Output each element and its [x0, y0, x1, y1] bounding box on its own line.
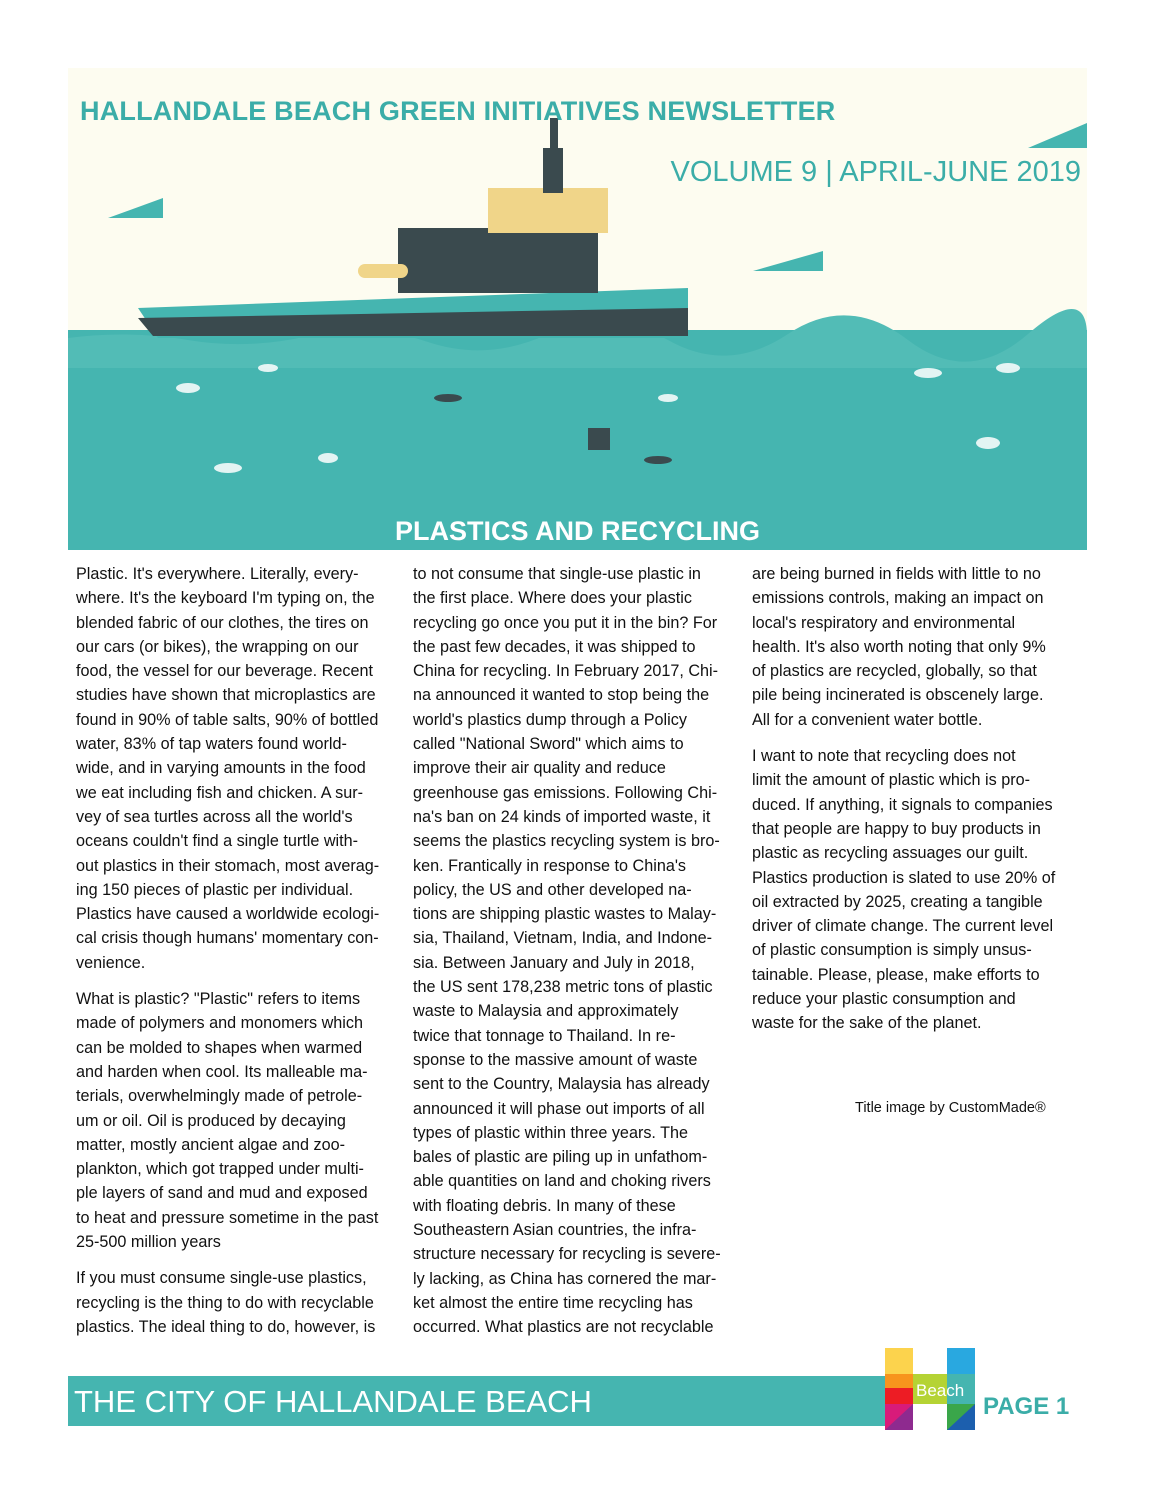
text-line: announced it will phase out imports of all: [413, 1099, 705, 1118]
text-line: pile being incinerated is obscenely large.: [752, 686, 1044, 705]
text-line: ple layers of sand and mud and exposed: [76, 1184, 368, 1203]
text-line: types of plastic within three years. The: [413, 1123, 689, 1142]
article-column-3: [752, 562, 1082, 1048]
text-line: seems the plastics recycling system is bro-: [413, 832, 720, 851]
text-line: 25-500 million years: [76, 1233, 221, 1252]
text-line: Plastics have caused a worldwide ecologi-: [76, 905, 380, 924]
text-line: driver of climate change. The current level: [752, 917, 1054, 936]
text-line: venience.: [76, 953, 146, 972]
text-line: and harden when cool. Its malleable ma-: [76, 1062, 368, 1081]
text-line: water, 83% of tap waters found world-: [76, 735, 347, 754]
text-line: sia. Between January and July in 2018,: [413, 953, 695, 972]
text-line: tions are shipping plastic wastes to Malay-: [413, 905, 717, 924]
paragraph: [76, 987, 406, 1254]
text-line: the US sent 178,238 metric tons of plastic: [413, 978, 713, 997]
text-line: ing 150 pieces of plastic per individual.: [76, 880, 354, 899]
text-line: Plastics production is slated to use 20% of: [752, 868, 1056, 887]
logo-text: Beach: [916, 1381, 965, 1400]
text-line: wide, and in varying amounts in the food: [76, 759, 366, 778]
text-line: terials, overwhelmingly made of petrole-: [76, 1087, 363, 1106]
text-line: twice that tonnage to Thailand. In re-: [413, 1026, 676, 1045]
text-line: where. It's the keyboard I'm typing on, the: [76, 589, 375, 608]
text-line: vey of sea turtles across all the world's: [76, 807, 353, 826]
text-line: Plastic. It's everywhere. Literally, every-: [76, 565, 359, 583]
paragraph: [752, 562, 1082, 732]
text-line: of plastic consumption is simply unsus-: [752, 941, 1032, 960]
text-line: can be molded to shapes when warmed: [76, 1038, 363, 1057]
text-line: with floating debris. In many of these: [413, 1196, 676, 1215]
text-line: plankton, which got trapped under multi-: [76, 1160, 364, 1179]
text-line: ket almost the entire time recycling has: [413, 1293, 693, 1312]
page-number: PAGE 1: [983, 1393, 1070, 1420]
footer-bar: [68, 1376, 888, 1426]
text-line: our cars (or bikes), the wrapping on our: [76, 637, 359, 656]
text-line: Southeastern Asian countries, the infra-: [413, 1221, 697, 1240]
text-line: I want to note that recycling does not: [752, 747, 1016, 766]
newsletter-title: HALLANDALE BEACH GREEN INITIATIVES NEWSLETTER: [80, 96, 836, 126]
text-line: made of polymers and monomers which: [76, 1014, 364, 1033]
text-line: oil extracted by 2025, creating a tangible: [752, 892, 1043, 911]
text-line: China for recycling. In February 2017, Chi-: [413, 662, 719, 681]
text-line: waste for the sake of the planet.: [752, 1014, 982, 1033]
text-line: found in 90% of table salts, 90% of bottled: [76, 710, 379, 729]
paragraph: [76, 562, 406, 975]
text-line: to not consume that single-use plastic in: [413, 565, 701, 583]
text-line: plastic as recycling assuages our guilt.: [752, 844, 1029, 863]
text-line: All for a convenient water bottle.: [752, 710, 983, 729]
text-line: bales of plastic are piling up in unfathom-: [413, 1148, 708, 1167]
text-line: that people are happy to buy products in: [752, 819, 1041, 838]
text-line: duced. If anything, it signals to companies: [752, 795, 1053, 814]
text-line: health. It's also worth noting that only 9%: [752, 637, 1046, 656]
text-line: ken. Frantically in response to China's: [413, 856, 687, 875]
text-line: of plastics are recycled, globally, so that: [752, 662, 1037, 681]
text-line: What is plastic? "Plastic" refers to items: [76, 990, 361, 1009]
text-line: sponse to the massive amount of waste: [413, 1050, 698, 1069]
volume-date: VOLUME 9 | APRIL-JUNE 2019: [670, 156, 1081, 188]
paragraph: [413, 562, 743, 1340]
text-line: sia, Thailand, Vietnam, India, and Indone-: [413, 929, 713, 948]
text-line: matter, mostly ancient algae and zoo-: [76, 1135, 346, 1154]
text-line: studies have shown that microplastics are: [76, 686, 376, 705]
city-name: THE CITY OF HALLANDALE BEACH: [74, 1384, 592, 1419]
text-line: local's respiratory and environmental: [752, 613, 1016, 632]
text-line: recycling go once you put it in the bin? For: [413, 613, 718, 632]
text-line: tainable. Please, please, make efforts to: [752, 965, 1040, 984]
text-line: sent to the Country, Malaysia has already: [413, 1075, 710, 1094]
article-column-2: [413, 562, 743, 1352]
text-line: reduce your plastic consumption and: [752, 990, 1016, 1009]
article-column-1: [76, 562, 406, 1351]
text-line: structure necessary for recycling is severe-: [413, 1245, 721, 1264]
text-line: able quantities on land and choking rivers: [413, 1172, 711, 1191]
text-line: food, the vessel for our beverage. Recent: [76, 662, 373, 681]
text-line: out plastics in their stomach, most averag-: [76, 856, 380, 875]
text-line: oceans couldn't find a single turtle with-: [76, 832, 359, 851]
text-line: If you must consume single-use plastics,: [76, 1269, 367, 1288]
text-line: we eat including fish and chicken. A sur-: [76, 783, 364, 802]
text-line: called "National Sword" which aims to: [413, 735, 684, 754]
title-image: [68, 68, 1087, 550]
text-line: greenhouse gas emissions. Following Chi-: [413, 783, 718, 802]
text-line: policy, the US and other developed na-: [413, 880, 692, 899]
text-line: waste to Malaysia and approximately: [413, 1002, 679, 1021]
text-line: recycling is the thing to do with recyclable: [76, 1293, 374, 1312]
text-line: the past few decades, it was shipped to: [413, 637, 696, 656]
text-line: um or oil. Oil is produced by decaying: [76, 1111, 346, 1130]
text-line: occurred. What plastics are not recyclable: [413, 1318, 714, 1337]
text-line: na announced it wanted to stop being the: [413, 686, 710, 705]
paragraph: [752, 744, 1082, 1036]
paragraph: [76, 1266, 406, 1339]
text-line: to heat and pressure sometime in the past: [76, 1208, 379, 1227]
section-title: PLASTICS AND RECYCLING: [394, 516, 760, 546]
text-line: cal crisis though humans' momentary con-: [76, 929, 379, 948]
text-line: the first place. Where does your plastic: [413, 589, 692, 608]
ship-ocean-illustration: [68, 68, 1087, 550]
text-line: na's ban on 24 kinds of imported waste, it: [413, 807, 711, 826]
text-line: ly lacking, as China has cornered the mar-: [413, 1269, 717, 1288]
hallandale-beach-logo: [885, 1348, 975, 1430]
text-line: blended fabric of our clothes, the tires on: [76, 613, 369, 632]
text-line: emissions controls, making an impact on: [752, 589, 1044, 608]
text-line: improve their air quality and reduce: [413, 759, 666, 778]
image-credit: Title image by CustomMade®: [855, 1100, 1046, 1116]
text-line: plastics. The ideal thing to do, however, is: [76, 1317, 376, 1336]
text-line: limit the amount of plastic which is pro-: [752, 771, 1030, 790]
text-line: world's plastics dump through a Policy: [413, 710, 687, 729]
text-line: are being burned in fields with little to no: [752, 565, 1041, 583]
